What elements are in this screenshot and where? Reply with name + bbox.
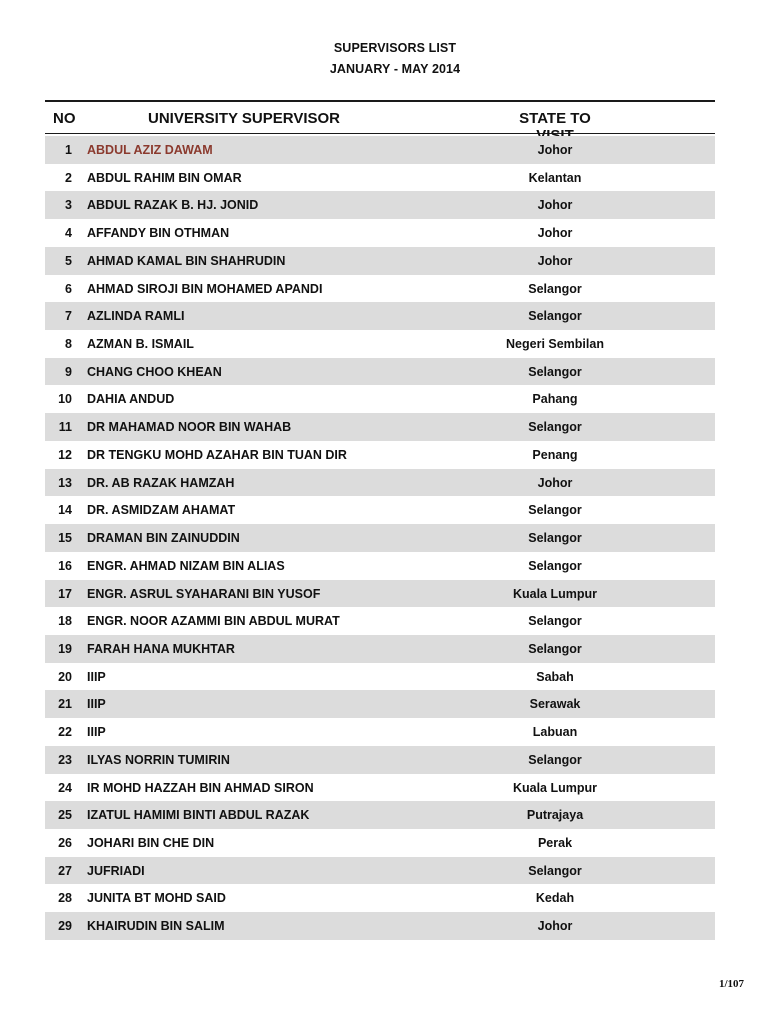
supervisor-name: AFFANDY BIN OTHMAN <box>87 226 230 241</box>
state-to-visit: Johor <box>537 919 573 934</box>
table-row <box>45 580 715 608</box>
row-number: 19 <box>58 641 72 656</box>
supervisor-name: DAHIA ANDUD <box>87 392 175 407</box>
row-number: 29 <box>58 919 72 934</box>
table-row <box>45 607 715 635</box>
supervisors-table <box>45 100 715 940</box>
supervisor-name: DRAMAN BIN ZAINUDDIN <box>87 531 240 546</box>
row-number: 20 <box>58 669 72 684</box>
supervisor-name: DR MAHAMAD NOOR BIN WAHAB <box>87 420 292 435</box>
row-number: 17 <box>58 586 72 601</box>
supervisor-name: AHMAD KAMAL BIN SHAHRUDIN <box>87 253 286 268</box>
row-number: 3 <box>65 198 72 213</box>
state-to-visit: Selangor <box>528 558 582 573</box>
state-to-visit: Pahang <box>532 392 578 407</box>
supervisor-name: ENGR. NOOR AZAMMI BIN ABDUL MURAT <box>87 614 340 629</box>
state-to-visit: Selangor <box>528 309 582 324</box>
page-number: 1/107 <box>718 978 744 990</box>
table-row <box>45 718 715 746</box>
supervisor-name: ENGR. ASRUL SYAHARANI BIN YUSOF <box>87 586 321 601</box>
state-to-visit: Johor <box>537 143 573 157</box>
supervisor-name: IIIP <box>87 669 106 684</box>
row-number: 10 <box>58 392 72 407</box>
supervisor-name: AZMAN B. ISMAIL <box>87 337 194 352</box>
supervisor-name: IIIP <box>87 725 106 740</box>
state-to-visit: Selangor <box>528 364 582 379</box>
table-header <box>45 100 715 134</box>
row-number: 26 <box>58 835 72 850</box>
row-number: 18 <box>58 614 72 629</box>
supervisor-name: ENGR. AHMAD NIZAM BIN ALIAS <box>87 558 285 573</box>
row-number: 6 <box>65 281 72 296</box>
table-row <box>45 663 715 691</box>
table-row <box>45 385 715 413</box>
row-number: 7 <box>65 309 72 324</box>
table-row <box>45 136 715 164</box>
table-row <box>45 247 715 275</box>
table-row <box>45 413 715 441</box>
page-title: SUPERVISORS LIST <box>333 41 457 55</box>
supervisor-name: IZATUL HAMIMI BINTI ABDUL RAZAK <box>87 808 310 823</box>
row-number: 9 <box>65 364 72 379</box>
state-to-visit: Johor <box>537 253 573 268</box>
state-to-visit: Johor <box>537 226 573 241</box>
table-row <box>45 774 715 802</box>
table-row <box>45 330 715 358</box>
row-number: 1 <box>65 143 72 157</box>
column-header-state: STATE TO <box>519 110 591 127</box>
supervisor-name: ABDUL RAZAK B. HJ. JONID <box>87 198 259 213</box>
table-row <box>45 524 715 552</box>
table-row <box>45 690 715 718</box>
row-number: 8 <box>65 337 72 352</box>
supervisor-name: DR TENGKU MOHD AZAHAR BIN TUAN DIR <box>87 447 347 462</box>
state-to-visit: Kuala Lumpur <box>512 586 598 601</box>
row-number: 4 <box>65 226 72 241</box>
row-number: 22 <box>58 725 72 740</box>
row-number: 11 <box>58 420 72 435</box>
state-to-visit: Selangor <box>528 503 582 518</box>
supervisor-name: CHANG CHOO KHEAN <box>87 364 222 379</box>
table-row <box>45 552 715 580</box>
state-to-visit: Johor <box>537 198 573 213</box>
supervisor-name: IIIP <box>87 697 106 712</box>
row-number: 16 <box>58 558 72 573</box>
state-to-visit: Selangor <box>528 863 582 878</box>
row-number: 13 <box>58 475 72 490</box>
state-to-visit: Selangor <box>528 420 582 435</box>
state-to-visit: Selangor <box>528 531 582 546</box>
supervisor-name: JUNITA BT MOHD SAID <box>87 891 226 906</box>
table-row <box>45 746 715 774</box>
table-row <box>45 469 715 497</box>
table-row <box>45 496 715 524</box>
table-row <box>45 801 715 829</box>
supervisor-name: DR. ASMIDZAM AHAMAT <box>87 503 236 518</box>
row-number: 25 <box>58 808 72 823</box>
supervisor-name: JUFRIADI <box>87 863 145 878</box>
state-to-visit: Putrajaya <box>526 808 584 823</box>
row-number: 24 <box>58 780 72 795</box>
row-number: 15 <box>58 531 72 546</box>
table-row <box>45 358 715 386</box>
supervisor-name: KHAIRUDIN BIN SALIM <box>87 919 225 934</box>
row-number: 27 <box>58 863 72 878</box>
supervisor-name: ILYAS NORRIN TUMIRIN <box>87 752 230 767</box>
row-number: 14 <box>58 503 72 518</box>
supervisor-name: DR. AB RAZAK HAMZAH <box>87 475 235 490</box>
table-row <box>45 219 715 247</box>
table-row <box>45 829 715 857</box>
state-to-visit: Serawak <box>529 697 581 712</box>
table-row <box>45 884 715 912</box>
row-number: 5 <box>65 253 72 268</box>
row-number: 23 <box>58 752 72 767</box>
table-row <box>45 302 715 330</box>
table-row <box>45 275 715 303</box>
state-to-visit: Kedah <box>535 891 575 906</box>
state-to-visit: Kuala Lumpur <box>512 780 598 795</box>
supervisor-name: ABDUL RAHIM BIN OMAR <box>87 170 242 185</box>
table-row <box>45 912 715 940</box>
column-header-no: NO <box>53 110 76 127</box>
table-body <box>45 136 715 940</box>
table-row <box>45 635 715 663</box>
row-number: 12 <box>58 447 72 462</box>
state-to-visit: Sabah <box>536 669 574 684</box>
supervisor-name: FARAH HANA MUKHTAR <box>87 641 235 656</box>
state-to-visit: Selangor <box>528 281 582 296</box>
state-to-visit: Selangor <box>528 752 582 767</box>
table-row <box>45 441 715 469</box>
row-number: 2 <box>65 170 72 185</box>
supervisor-name: AHMAD SIROJI BIN MOHAMED APANDI <box>87 281 323 296</box>
supervisor-name: AZLINDA RAMLI <box>87 309 185 324</box>
page-subtitle: JANUARY - MAY 2014 <box>329 62 461 76</box>
state-to-visit: Selangor <box>528 641 582 656</box>
row-number: 28 <box>58 891 72 906</box>
table-row <box>45 164 715 192</box>
state-to-visit: Perak <box>537 835 573 850</box>
row-number: 21 <box>58 697 72 712</box>
supervisor-name: JOHARI BIN CHE DIN <box>87 835 215 850</box>
state-to-visit: Johor <box>537 475 573 490</box>
table-row <box>45 857 715 885</box>
state-to-visit: Selangor <box>528 614 582 629</box>
column-header-supervisor: UNIVERSITY SUPERVISOR <box>148 110 340 127</box>
state-to-visit: Negeri Sembilan <box>506 337 604 352</box>
state-to-visit: Labuan <box>532 725 578 740</box>
state-to-visit: Kelantan <box>528 170 582 185</box>
supervisor-name: ABDUL AZIZ DAWAM <box>87 143 213 157</box>
state-to-visit: Penang <box>532 447 578 462</box>
table-row <box>45 191 715 219</box>
supervisor-name: IR MOHD HAZZAH BIN AHMAD SIRON <box>87 780 314 795</box>
